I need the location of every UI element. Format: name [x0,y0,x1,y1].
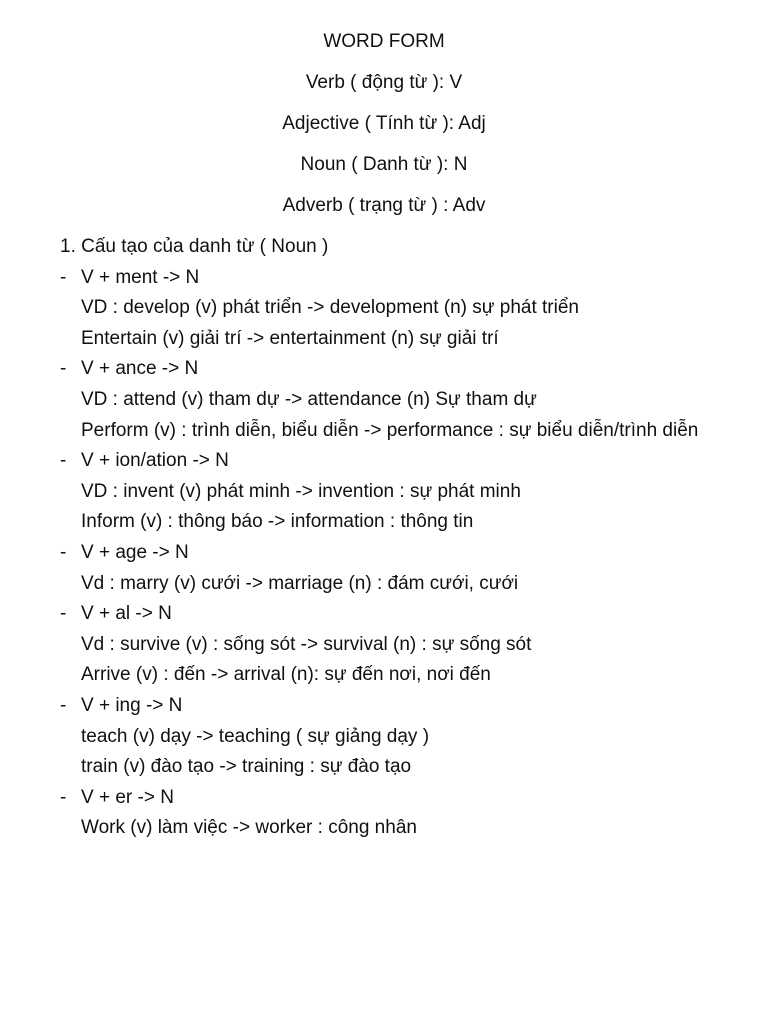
rule-text: V + age -> N [81,541,189,563]
document-title: WORD FORM [323,31,445,52]
rule-text: V + er -> N [81,786,174,808]
rule-item [0,263,768,294]
rule-text: V + ion/ation -> N [81,450,229,472]
example-line: teach (v) dạy -> teaching ( sự giảng dạy ) [81,725,430,747]
rule-item [0,354,768,385]
rule-item [0,783,768,814]
definition-adjective: Adjective ( Tính từ ): Adj [282,113,486,134]
bullet-dash: - [60,450,67,472]
example-line: VD : invent (v) phát minh -> invention : sự phát minh [81,480,521,502]
bullet-dash: - [60,786,67,808]
rule-item [0,599,768,630]
example-line: VD : attend (v) tham dự -> attendance (n) Sự tham dự [81,388,537,410]
example-line: Vd : marry (v) cưới -> marriage (n) : đám cưới, cưới [81,572,519,594]
bullet-dash: - [60,694,67,716]
bullet-dash: - [60,603,67,625]
rule-item [0,691,768,722]
bullet-dash: - [60,266,67,288]
example-line: Arrive (v) : đến -> arrival (n): sự đến nơi, nơi đến [81,664,491,686]
rule-text: V + ance -> N [81,358,199,380]
rule-item [0,446,768,477]
example-line: VD : develop (v) phát triển -> development (n) sự phát triển [81,297,579,319]
bullet-dash: - [60,541,67,563]
section-heading: 1. Cấu tạo của danh từ ( Noun ) [60,236,329,257]
example-line: Inform (v) : thông báo -> information : thông tin [81,511,474,533]
definition-adverb: Adverb ( trạng từ ) : Adv [282,195,486,216]
document-page [0,27,768,844]
rule-text: V + ment -> N [81,266,200,288]
rule-text: V + al -> N [81,603,172,625]
rule-item [0,538,768,569]
bullet-dash: - [60,358,67,380]
example-line: Work (v) làm việc -> worker : công nhân [81,817,417,839]
example-line: Perform (v) : trình diễn, biểu diễn -> performance : sự biểu diễn/trình diễn [81,419,699,441]
definition-noun: Noun ( Danh từ ): N [300,154,468,175]
rule-text: V + ing -> N [81,694,183,716]
example-line: Entertain (v) giải trí -> entertainment (n) sự giải trí [81,327,499,349]
example-line: Vd : survive (v) : sống sót -> survival (n) : sự sống sót [81,633,532,655]
definition-verb: Verb ( động từ ): V [305,72,463,93]
example-line: train (v) đào tạo -> training : sự đào tạo [81,756,412,778]
